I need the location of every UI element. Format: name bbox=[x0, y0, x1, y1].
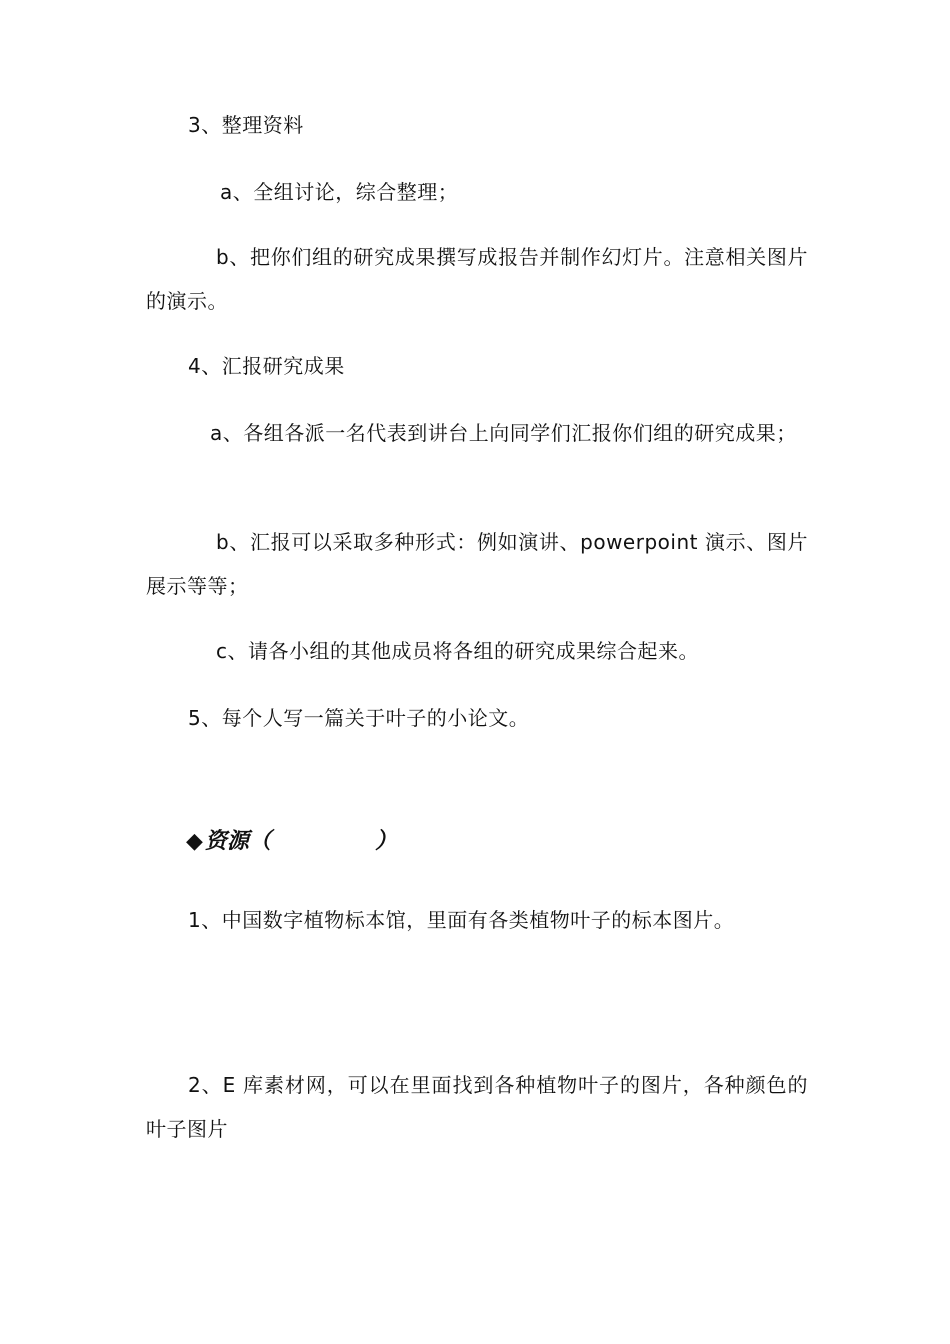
resources-heading-close: ） bbox=[374, 829, 397, 854]
resources-heading-label: 资源（ bbox=[204, 829, 271, 854]
step-5-title: 5、每个人写一篇关于叶子的小论文。 bbox=[188, 706, 530, 730]
diamond-bullet-icon: ◆ bbox=[186, 829, 203, 854]
step-4-item-c: c、请各小组的其他成员将各组的研究成果综合起来。 bbox=[216, 639, 699, 663]
resource-item-1: 1、中国数字植物标本馆，里面有各类植物叶子的标本图片。 bbox=[188, 908, 735, 932]
resources-heading bbox=[186, 822, 397, 862]
step-4-item-a: a、各组各派一名代表到讲台上向同学们汇报你们组的研究成果； bbox=[210, 421, 797, 445]
step-3-item-a: a、全组讨论，综合整理； bbox=[220, 180, 459, 204]
resource-item-2: 2、E 库素材网，可以在里面找到各种植物叶子的图片，各种颜色的叶子图片 bbox=[146, 1073, 808, 1141]
step-4-item-b: b、汇报可以采取多种形式：例如演讲、powerpoint 演示、图片展示等等； bbox=[146, 530, 808, 598]
step-3-item-b: b、把你们组的研究成果撰写成报告并制作幻灯片。注意相关图片的演示。 bbox=[146, 245, 808, 313]
step-4-title: 4、汇报研究成果 bbox=[188, 354, 345, 378]
step-3-title: 3、整理资料 bbox=[188, 113, 304, 137]
